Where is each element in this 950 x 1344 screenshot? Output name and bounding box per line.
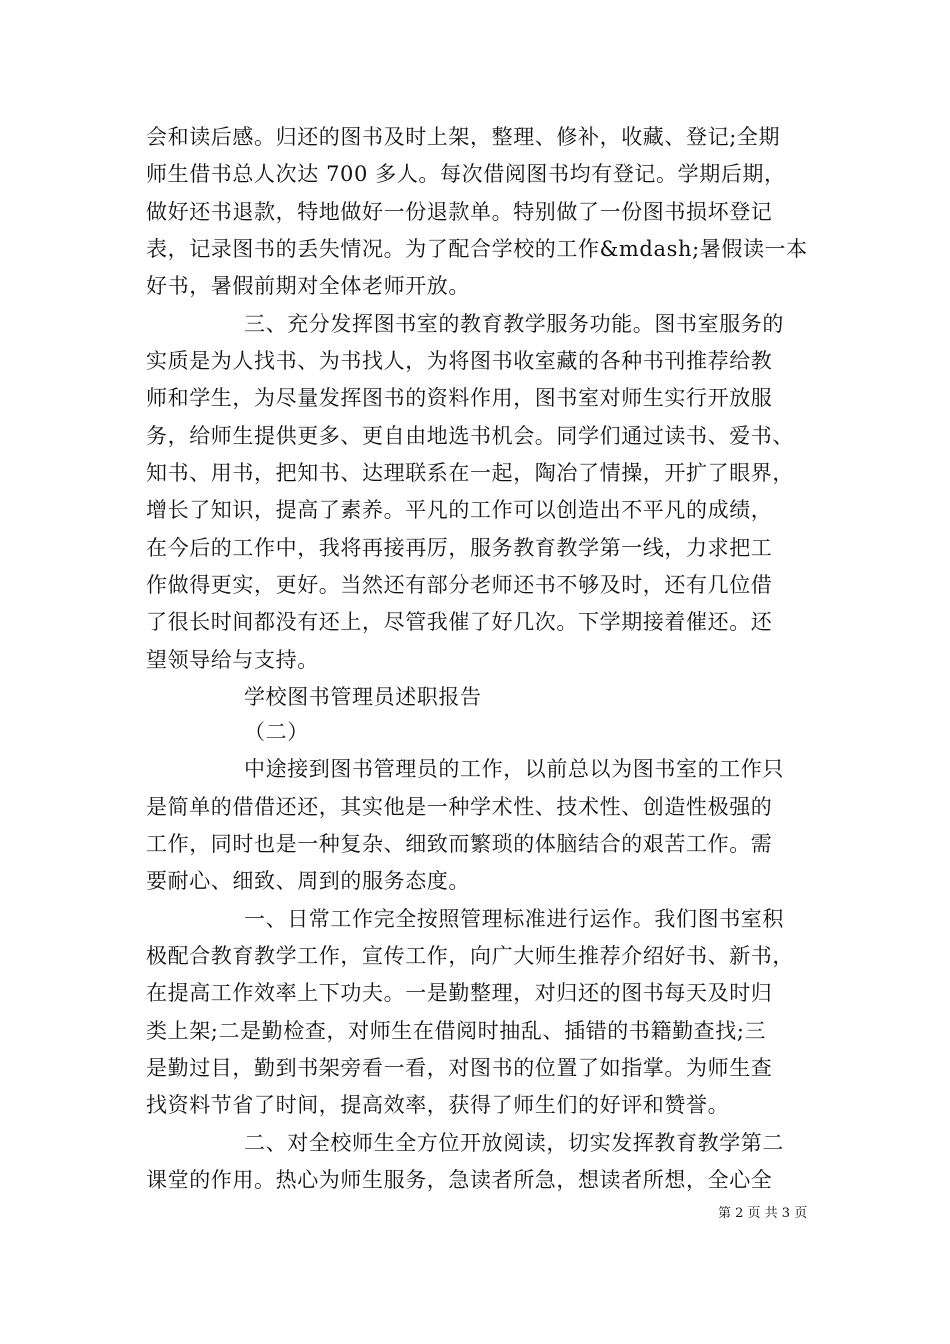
text-line: 知书、用书，把知书、达理联系在一起，陶冶了情操，开扩了眼界， — [146, 461, 794, 485]
paragraph-start-line: 中途接到图书管理员的工作，以前总以为图书室的工作只 — [244, 757, 784, 781]
text-line: 增长了知识，提高了素养。平凡的工作可以创造出不平凡的成绩， — [146, 498, 773, 522]
text-line: 是勤过目，勤到书架旁看一看，对图书的位置了如指掌。为师生查 — [146, 1056, 773, 1080]
text-line: 工作，同时也是一种复杂、细致而繁琐的体脑结合的艰苦工作。需 — [146, 832, 773, 856]
text-line: 在提高工作效率上下功夫。一是勤整理，对归还的图书每天及时归 — [146, 981, 773, 1005]
text-line: 在今后的工作中，我将再接再厉，服务教育教学第一线，力求把工 — [146, 536, 773, 560]
text-line: 课堂的作用。热心为师生服务，急读者所急，想读者所想，全心全 — [146, 1168, 773, 1192]
paragraph-start-line: 三、充分发挥图书室的教育教学服务功能。图书室服务的 — [244, 312, 784, 336]
text-line: 好书，暑假前期对全体老师开放。 — [146, 274, 470, 298]
text-line: 会和读后感。归还的图书及时上架，整理、修补，收藏、登记;全期 — [146, 125, 781, 149]
text-line: 是简单的借借还还，其实他是一种学术性、技术性、创造性极强的 — [146, 795, 773, 819]
text-line: 务，给师生提供更多、更自由地选书机会。同学们通过读书、爱书、 — [146, 424, 794, 448]
text-line: 望领导给与支持。 — [146, 648, 319, 672]
section-title: 学校图书管理员述职报告 — [244, 685, 482, 709]
section-subtitle: （二） — [244, 720, 309, 744]
text-line: 类上架;二是勤检查，对师生在借阅时抽乱、插错的书籍勤查找;三 — [146, 1019, 767, 1043]
text-line: 表，记录图书的丢失情况。为了配合学校的工作&mdash;暑假读一本 — [146, 237, 808, 261]
text-line: 了很长时间都没有还上，尽管我催了好几次。下学期接着催还。还 — [146, 610, 773, 634]
text-line: 找资料节省了时间，提高效率，获得了师生们的好评和赞誉。 — [146, 1093, 730, 1117]
page-number-footer: 第 2 页 共 3 页 — [718, 1206, 808, 1221]
paragraph-start-line: 一、日常工作完全按照管理标准进行运作。我们图书室积 — [244, 907, 784, 931]
text-line: 实质是为人找书、为书找人，为将图书收室藏的各种书刊推荐给教 — [146, 349, 773, 373]
paragraph-start-line: 二、对全校师生全方位开放阅读，切实发挥教育教学第二 — [244, 1131, 784, 1155]
text-line: 要耐心、细致、周到的服务态度。 — [146, 869, 470, 893]
text-line: 做好还书退款，特地做好一份退款单。特别做了一份图书损坏登记 — [146, 200, 773, 224]
text-line: 师和学生，为尽量发挥图书的资料作用，图书室对师生实行开放服 — [146, 386, 773, 410]
text-line: 极配合教育教学工作，宣传工作，向广大师生推荐介绍好书、新书， — [146, 944, 794, 968]
text-line: 师生借书总人次达 700 多人。每次借阅图书均有登记。学期后期， — [146, 162, 786, 186]
text-line: 作做得更实，更好。当然还有部分老师还书不够及时，还有几位借 — [146, 573, 773, 597]
